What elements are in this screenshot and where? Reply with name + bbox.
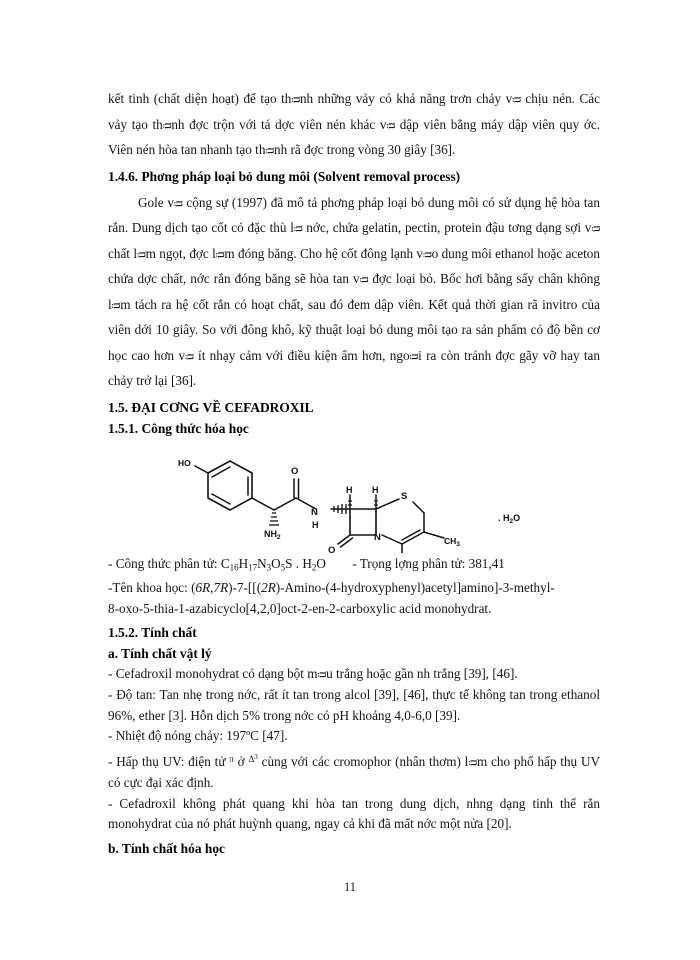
page-number: 11 bbox=[343, 880, 357, 894]
property-fluorescence: - Cefadroxil không phát quang khi hòa tan trong dung dịch, nhng dạng tinh thể rắn monohydrat của nó phát huỳnh quang, ngay cả khi đã mất nớc một nửa [20]. bbox=[108, 795, 600, 832]
scientific-name-line-1: -Tên khoa học: (6R,7R)-7-[[(2R)-Amino-(4-hydroxyphenyl)acetyl]amino]-3-methyl- bbox=[108, 580, 555, 595]
paragraph-solvent-removal: Gole vᴞ cộng sự (1997) đã mô tả phơng pháp loại bỏ dung môi có sử dụng hệ hòa tan rắn. Dung dịch tạo cốt có đặc thù lᴞ nớc, chứa gelatin, pectin, protein đậu tơng dạng sợi vᴞ chất lᴞm ngọt, đợc lᴞm đóng băng. Cho hệ cốt đông lạnh vᴞo dung môi ethanol hoặc aceton chứa dợc chất, nớc rắn đóng băng sẽ hòa tan vᴞ đợc loại bỏ. Bốc hơi bằng sấy chân không lᴞm tách ra hệ cốt rắn có hoạt chất, sau đó đem dập viên. Kết quả thời gian rã invitro của viên dới 10 giây. So với đông khô, kỹ thuật loại bỏ dung môi tạo ra sản phẩm có độ bền cơ học cao hơn vᴞ ít nhạy cảm với điều kiện ẩm hơn, ngoᴞi ra còn tránh đợc gãy vỡ hay tan chảy trở lại [36]. bbox=[108, 194, 600, 388]
molecular-weight-label: - Trọng lợng phân tử: bbox=[352, 555, 469, 571]
molecular-weight-value: 381,41 bbox=[468, 555, 505, 571]
heading-1-5-2: 1.5.2. Tính chất bbox=[108, 625, 197, 640]
page-content bbox=[108, 86, 600, 859]
molecular-formula-value: $C_{16}H_{17}N_3O_5S$ . $H_2O$ bbox=[220, 555, 326, 572]
scientific-name-line-2: 8-oxo-5-thia-1-azabicyclo[4,2,0]oct-2-en-2-carboxylic acid monohydrat. bbox=[108, 600, 492, 616]
label-methyl: $CH_3$ bbox=[444, 535, 460, 548]
label-lactam-oxygen: O bbox=[328, 544, 336, 553]
molecular-formula-prefix: - Công thức phân tử: bbox=[108, 555, 221, 571]
uv-text-start: - Hấp thụ UV: điện tử bbox=[108, 753, 230, 769]
property-uv-absorption bbox=[108, 747, 600, 793]
label-amide-nitrogen: N bbox=[311, 506, 318, 518]
uv-text-end: cùng với các cromophor (nhân thơm) lᴞm cho phổ hấp thụ UV có cực đại xác định. bbox=[108, 753, 601, 790]
property-appearance: - Cefadroxil monohydrat có dạng bột mᴞu trắng hoặc gần nh trắng [39], [46]. bbox=[108, 666, 518, 681]
molecular-formula-line bbox=[108, 553, 600, 579]
heading-1-4-6: 1.4.6. Phơng pháp loại bỏ dung môi (Solvent removal process) bbox=[108, 168, 461, 184]
uv-pi-symbol: π bbox=[229, 754, 234, 765]
label-sulfur: S bbox=[401, 490, 408, 502]
property-solubility: - Độ tan: Tan nhẹ trong nớc, rất ít tan trong alcol [39], [46], thực tế không tan trong ethanol 96%, ether [3]. Hỗn dịch 5% trong nớc có pH khoảng 4,0-6,0 [39]. bbox=[108, 686, 600, 723]
uv-text-mid: ở bbox=[233, 753, 249, 769]
label-amide-hydrogen: H bbox=[312, 519, 319, 530]
label-carbonyl-oxygen: O bbox=[291, 465, 299, 477]
heading-a-physical: a. Tính chất vật lý bbox=[108, 646, 212, 661]
label-amine: $NH_2$ bbox=[264, 528, 281, 541]
chemical-structure-block bbox=[108, 449, 600, 553]
heading-1-5: 1.5. ĐẠI CƠNG VỀ CEFADROXIL bbox=[108, 399, 314, 415]
paragraph-continued-top: kết tinh (chất diện hoạt) để tạo thᴞnh những vảy có khả năng trơn chảy vᴞ chịu nén. Các vảy tạo thᴞnh đợc trộn với tá dợc viên nén khác vᴞ dập viên bằng máy dập viên quy ớc. Viên nén hòa tan nhanh tạo thᴞnh rã đợc trong vòng 30 giây [36]. bbox=[108, 91, 600, 157]
cefadroxil-structure-svg bbox=[168, 449, 568, 553]
scientific-name-label: -Tên khoa học: bbox=[108, 580, 192, 595]
uv-delta-symbol: Δ3 bbox=[248, 753, 258, 765]
stereo-hash-amine bbox=[269, 513, 279, 525]
label-ring-nitrogen: N bbox=[374, 531, 381, 543]
heading-b-chemical: b. Tính chất hóa học bbox=[108, 841, 225, 857]
property-melting-point: - Nhiệt độ nóng chảy: 197ºC [47]. bbox=[108, 728, 288, 744]
label-hydrate: . $H_2O$ bbox=[498, 512, 521, 525]
label-hydrogen-c6: H bbox=[372, 484, 379, 495]
heading-1-5-1: 1.5.1. Công thức hóa học bbox=[108, 420, 249, 436]
label-hydroxyl: HO bbox=[178, 457, 191, 468]
label-hydrogen-c7: H bbox=[346, 484, 353, 495]
